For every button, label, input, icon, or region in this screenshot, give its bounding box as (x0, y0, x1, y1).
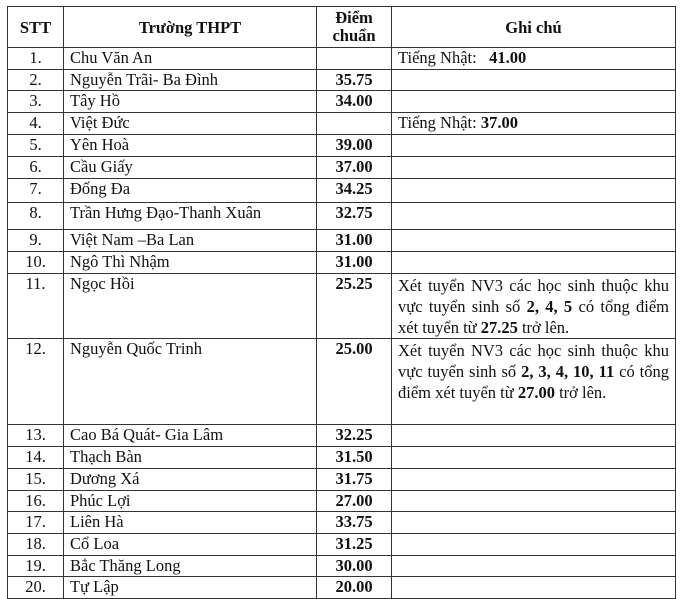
row-note (392, 48, 676, 70)
header-row (8, 7, 676, 48)
row-stt: 1. (8, 48, 64, 70)
note-text: có tổng điểm xét tuyển từ (398, 362, 669, 402)
header-score-line1: Điểm (335, 8, 373, 27)
row-note (392, 447, 676, 469)
table-row (8, 157, 676, 179)
row-note (392, 274, 676, 339)
row-stt: 15. (8, 469, 64, 491)
header-school: Trường THPT (64, 7, 317, 48)
note-text: có tổng điểm xét tuyển từ (398, 297, 669, 337)
row-stt: 16. (8, 491, 64, 512)
row-note (392, 425, 676, 447)
row-stt: 18. (8, 534, 64, 556)
row-stt: 9. (8, 230, 64, 252)
row-stt: 14. (8, 447, 64, 469)
row-school: Đống Đa (64, 179, 317, 203)
table-row (8, 469, 676, 491)
row-stt: 2. (8, 70, 64, 91)
row-school: Tây Hồ (64, 91, 317, 113)
row-score: 25.25 (317, 274, 392, 339)
note-text: Tiếng Nhật: (398, 113, 481, 132)
table-row (8, 252, 676, 274)
table-row (8, 339, 676, 425)
row-school: Việt Nam –Ba Lan (64, 230, 317, 252)
note-highlight: 2, 3, 4, 10, 11 (521, 362, 615, 381)
row-note (392, 203, 676, 230)
row-stt: 7. (8, 179, 64, 203)
row-stt: 6. (8, 157, 64, 179)
table-row (8, 70, 676, 91)
row-school: Dương Xá (64, 469, 317, 491)
row-score: 33.75 (317, 512, 392, 534)
row-stt: 5. (8, 135, 64, 157)
row-score (317, 113, 392, 135)
table-row (8, 447, 676, 469)
row-school: Yên Hoà (64, 135, 317, 157)
row-note (392, 491, 676, 512)
row-score: 31.25 (317, 534, 392, 556)
row-note (392, 70, 676, 91)
note-text: trở lên. (517, 318, 570, 337)
row-note (392, 252, 676, 274)
table-row (8, 274, 676, 339)
row-school: Ngọc Hồi (64, 274, 317, 339)
table-row (8, 556, 676, 577)
row-note (392, 113, 676, 135)
row-note (392, 512, 676, 534)
header-note: Ghi chú (392, 7, 676, 48)
table-row (8, 491, 676, 512)
row-score: 31.75 (317, 469, 392, 491)
row-school: Cầu Giấy (64, 157, 317, 179)
row-school: Liên Hà (64, 512, 317, 534)
row-score: 37.00 (317, 157, 392, 179)
row-stt: 19. (8, 556, 64, 577)
row-score: 35.75 (317, 70, 392, 91)
row-note (392, 534, 676, 556)
header-score-line2: chuẩn (332, 26, 376, 45)
header-score (317, 7, 392, 48)
row-school: Ngô Thì Nhậm (64, 252, 317, 274)
table-row (8, 48, 676, 70)
table-row (8, 91, 676, 113)
row-school: Bắc Thăng Long (64, 556, 317, 577)
row-note (392, 179, 676, 203)
row-stt: 4. (8, 113, 64, 135)
table-row (8, 534, 676, 556)
row-school: Thạch Bàn (64, 447, 317, 469)
row-note (392, 556, 676, 577)
table-row (8, 135, 676, 157)
row-stt: 3. (8, 91, 64, 113)
row-school: Trần Hưng Đạo-Thanh Xuân (64, 203, 317, 230)
row-stt: 10. (8, 252, 64, 274)
table-row (8, 113, 676, 135)
table-row (8, 425, 676, 447)
note-text: Tiếng Nhật: (398, 48, 490, 67)
note-text: Xét tuyển NV3 các học sinh thuộc khu vực tuyển sinh số (398, 341, 669, 381)
row-score: 31.00 (317, 230, 392, 252)
row-score: 32.25 (317, 425, 392, 447)
row-stt: 20. (8, 577, 64, 599)
row-score: 32.75 (317, 203, 392, 230)
row-stt: 11. (8, 274, 64, 339)
table-row (8, 512, 676, 534)
admission-scores-table (7, 6, 676, 599)
note-highlight: 27.25 (480, 318, 518, 337)
row-score: 20.00 (317, 577, 392, 599)
note-text: trở lên. (554, 383, 607, 402)
row-school: Tự Lập (64, 577, 317, 599)
row-score: 34.25 (317, 179, 392, 203)
row-stt: 8. (8, 203, 64, 230)
row-score: 34.00 (317, 91, 392, 113)
table-row (8, 230, 676, 252)
note-highlight: 27.00 (517, 383, 555, 402)
row-score: 39.00 (317, 135, 392, 157)
row-school: Nguyễn Trãi- Ba Đình (64, 70, 317, 91)
note-highlight: 37.00 (480, 113, 518, 132)
row-school: Nguyễn Quốc Trinh (64, 339, 317, 425)
row-stt: 12. (8, 339, 64, 425)
row-school: Phúc Lợi (64, 491, 317, 512)
row-school: Chu Văn An (64, 48, 317, 70)
row-stt: 17. (8, 512, 64, 534)
row-school: Cổ Loa (64, 534, 317, 556)
row-note (392, 230, 676, 252)
row-note (392, 135, 676, 157)
row-stt: 13. (8, 425, 64, 447)
row-score (317, 48, 392, 70)
table-row (8, 203, 676, 230)
table-row (8, 577, 676, 599)
row-score: 31.50 (317, 447, 392, 469)
row-note (392, 469, 676, 491)
row-score: 25.00 (317, 339, 392, 425)
row-school: Cao Bá Quát- Gia Lâm (64, 425, 317, 447)
row-score: 30.00 (317, 556, 392, 577)
header-stt: STT (8, 7, 64, 48)
row-score: 31.00 (317, 252, 392, 274)
note-text: Xét tuyển NV3 các học sinh thuộc khu vực tuyển sinh số (398, 276, 669, 316)
note-highlight: 41.00 (489, 48, 527, 67)
row-note (392, 157, 676, 179)
row-school: Việt Đức (64, 113, 317, 135)
row-score: 27.00 (317, 491, 392, 512)
table-row (8, 179, 676, 203)
row-note (392, 577, 676, 599)
row-note (392, 91, 676, 113)
note-highlight: 2, 4, 5 (526, 297, 573, 316)
row-note (392, 339, 676, 425)
